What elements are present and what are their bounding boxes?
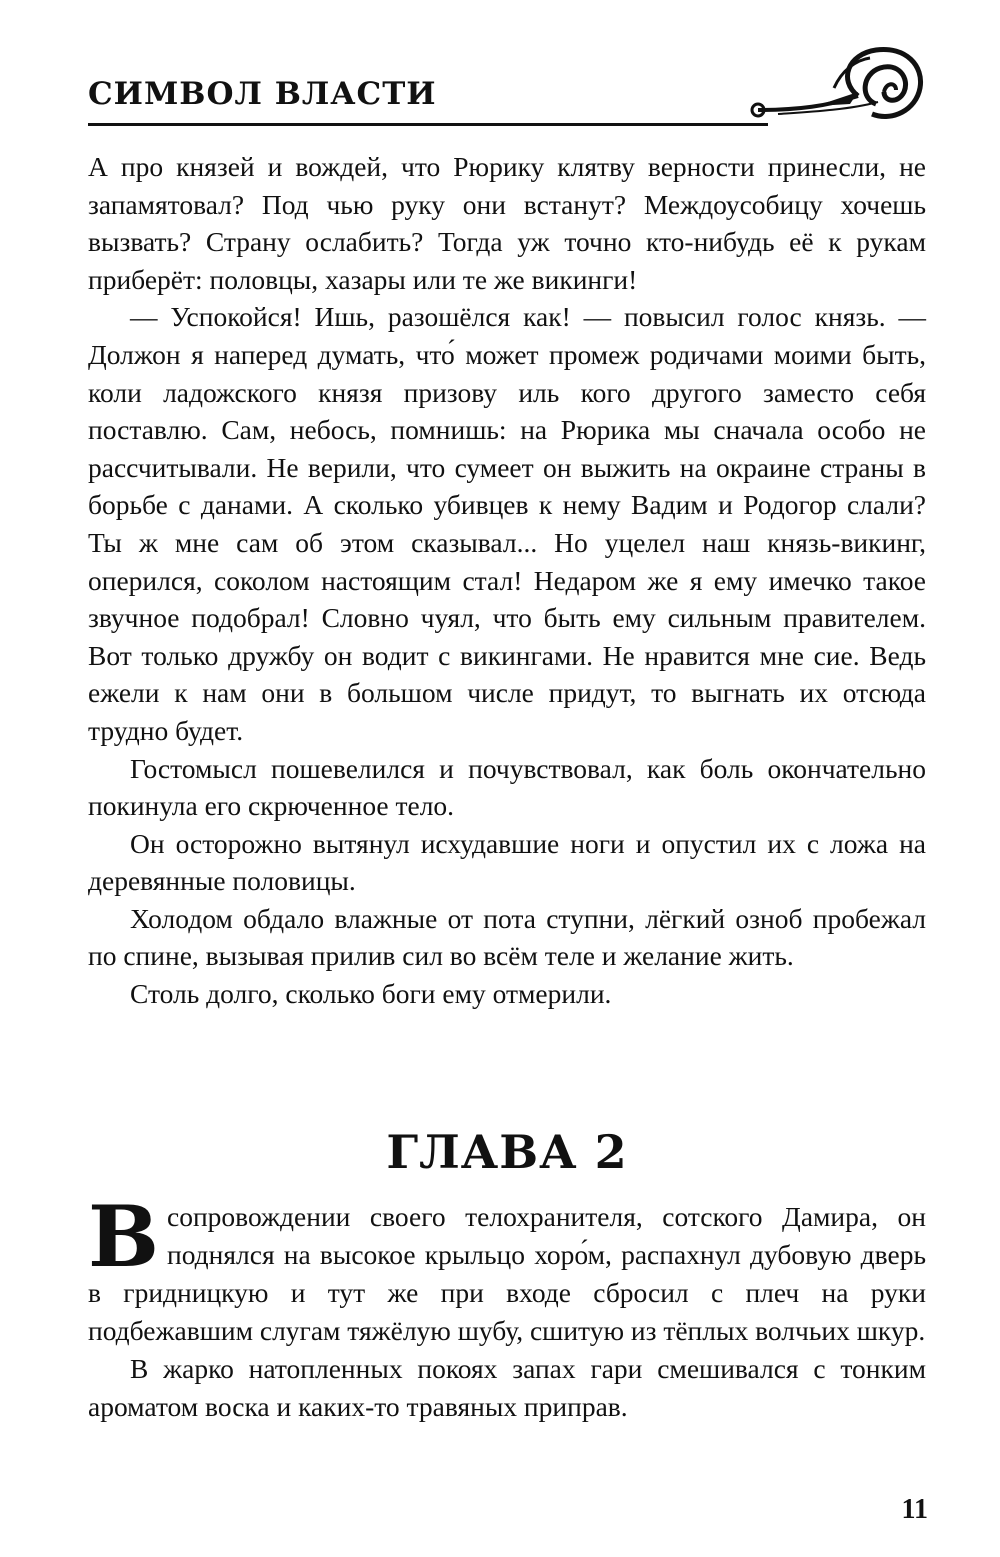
page-header	[88, 40, 928, 128]
paragraph: Столь долго, сколько боги ему отмерили.	[130, 978, 612, 1010]
chapter-text	[88, 1187, 926, 1426]
chapter-first-paragraph-text: сопровождении своего телохранителя, сотского Дамира, он поднялся на высокое крыльцо хоро́м, распахнул дубовую дверь в гридницкую и тут же при входе сбросил с плеч на руки подбежавшим слугам тяжёлую шубу, сшитую из тёплых волчьих шкур.	[88, 1201, 926, 1346]
chapter-first-paragraph	[88, 1187, 926, 1350]
drop-cap: В	[88, 1187, 159, 1286]
paragraph: — Успокойся! Ишь, разошёлся как! — повысил голос князь. — Должон я наперед думать, что́ может промеж родичами моими быть, коли ладожского князя призову иль кого другого заместо себя поставлю. Сам, небось, помнишь: на Рюрика мы сначала особо не рассчитывали. Не верили, что сумеет он выжить на окраине страны в борьбе с данами. А сколько убивцев к нему Вадим и Родогор слали? Ты ж мне сам об этом сказывал... Но уцелел наш князь-викинг, оперился, соколом настоящим стал! Недаром же я ему имечко такое звучное подобрал! Словно чуял, что быть ему сильным правителем. Вот только дружбу он водит с викингами. Не нравится мне сие. Ведь ежели к нам они в большом числе придут, то выгнать их отсюда трудно будет.	[88, 301, 926, 746]
paragraph: Он осторожно вытянул исхудавшие ноги и опустил их с ложа на деревянные половицы.	[88, 827, 926, 897]
page-number: 11	[901, 1494, 928, 1525]
paragraph: Гостомысл пошевелился и почувствовал, как боль окончательно покинула его скрюченное тело.	[88, 752, 926, 822]
scroll-ornament-icon	[738, 40, 928, 128]
paragraph: Холодом обдало влажные от пота ступни, лёгкий озноб пробежал по спине, вызывая прилив сил во всём теле и желание жить.	[88, 902, 926, 972]
paragraph: А про князей и вождей, что Рюрику клятву верности принесли, не запамятовал? Под чью руку они встанут? Междоусобицу хочешь вызвать? Страну ослабить? Тогда уж точно кто-нибудь её к рукам приберёт: половцы, хазары или те же викинги!	[88, 151, 926, 295]
chapter-heading: ГЛАВА 2	[386, 1125, 628, 1179]
paragraph: В жарко натопленных покоях запах гари смешивался с тонким ароматом воска и каких-то травяных приправ.	[88, 1353, 926, 1422]
header-rule	[88, 123, 768, 126]
running-title: СИМВОЛ ВЛАСТИ	[88, 76, 437, 112]
body-text	[88, 148, 926, 1013]
